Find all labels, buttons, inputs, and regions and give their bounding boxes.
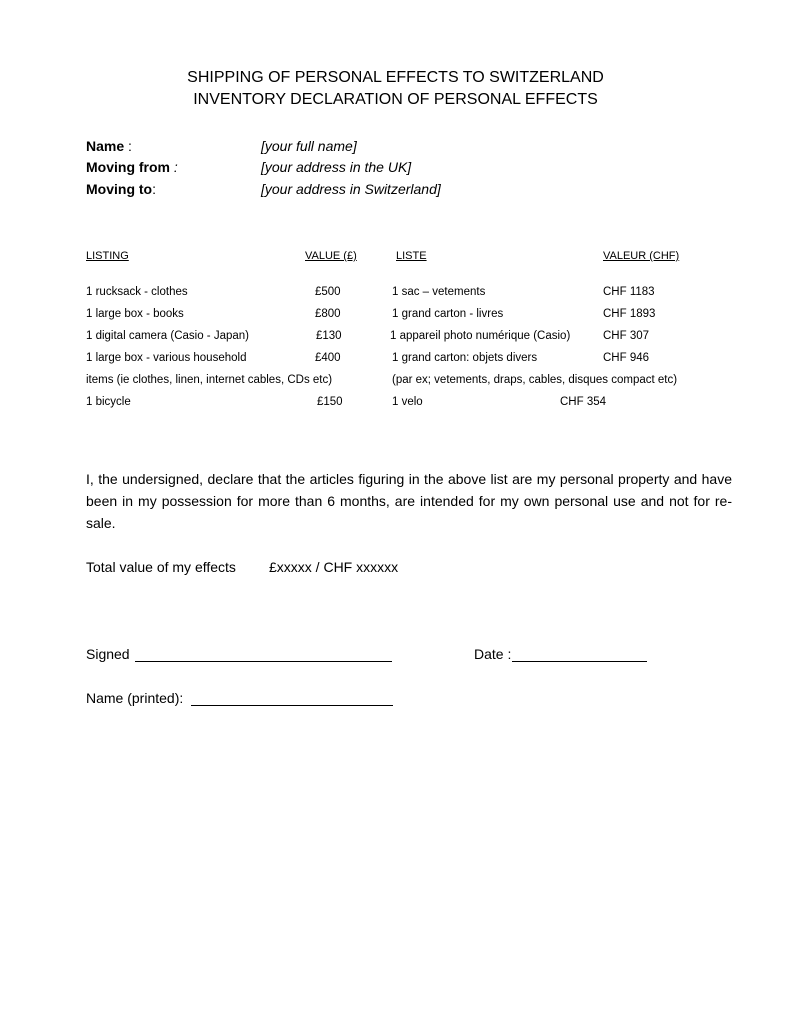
row-value: £130 (316, 330, 342, 342)
column-heading-valeur: VALEUR (CHF) (603, 250, 680, 262)
row-item: 1 large box - books (86, 308, 184, 320)
column-heading-value: VALUE (£) (305, 250, 357, 262)
row-fr-item: 1 grand carton - livres (392, 308, 504, 320)
row-fr-item: 1 appareil photo numérique (Casio) (390, 330, 571, 342)
row-value: £500 (315, 286, 341, 298)
row-fr-value: CHF 946 (603, 352, 650, 364)
column-heading-listing: LISTING (86, 250, 129, 262)
declaration-paragraph: I, the undersigned, declare that the articles figuring in the above list are my personal property and have been in my possession for more than 6 months, are intended for my own personal use and not for re-sale. (86, 471, 732, 531)
row-fr-item: 1 velo (392, 396, 423, 408)
row-value: £800 (315, 308, 341, 320)
row-item: 1 digital camera (Casio - Japan) (86, 330, 249, 342)
row-item: 1 rucksack - clothes (86, 286, 188, 298)
row-fr-value: CHF 1893 (603, 308, 656, 320)
name-printed-label: Name (printed): (86, 690, 184, 706)
name-label: Name : (86, 138, 132, 154)
row-fr-item-continued: (par ex; vetements, draps, cables, disques compact etc) (392, 374, 678, 386)
date-label: Date : (474, 646, 512, 662)
total-value-label: Total value of my effects (86, 559, 236, 575)
row-fr-item: 1 sac – vetements (392, 286, 486, 298)
total-value: £xxxxx / CHF xxxxxx (269, 559, 399, 575)
signature-line[interactable] (135, 661, 392, 662)
row-fr-value: CHF 1183 (603, 286, 655, 298)
row-value: £400 (315, 352, 341, 364)
name-printed-line[interactable] (191, 705, 393, 706)
row-fr-value: CHF 354 (560, 396, 607, 408)
document-title-line-2: INVENTORY DECLARATION OF PERSONAL EFFECTS (193, 91, 598, 108)
moving-to-value: [your address in Switzerland] (261, 181, 441, 197)
row-item: 1 large box - various household (86, 352, 247, 364)
row-item-continued: items (ie clothes, linen, internet cables, CDs etc) (86, 374, 333, 386)
row-fr-item: 1 grand carton: objets divers (392, 352, 538, 364)
row-item: 1 bicycle (86, 396, 131, 408)
row-fr-value: CHF 307 (603, 330, 650, 342)
signed-label: Signed (86, 646, 130, 662)
moving-from-label: Moving from : (86, 159, 178, 175)
date-line[interactable] (512, 661, 647, 662)
name-value: [your full name] (261, 138, 357, 154)
moving-to-label: Moving to: (86, 181, 156, 197)
column-heading-liste: LISTE (396, 250, 427, 262)
document-title-line-1: SHIPPING OF PERSONAL EFFECTS TO SWITZERLAND (187, 69, 604, 86)
row-value: £150 (317, 396, 343, 408)
moving-from-value: [your address in the UK] (261, 159, 412, 175)
